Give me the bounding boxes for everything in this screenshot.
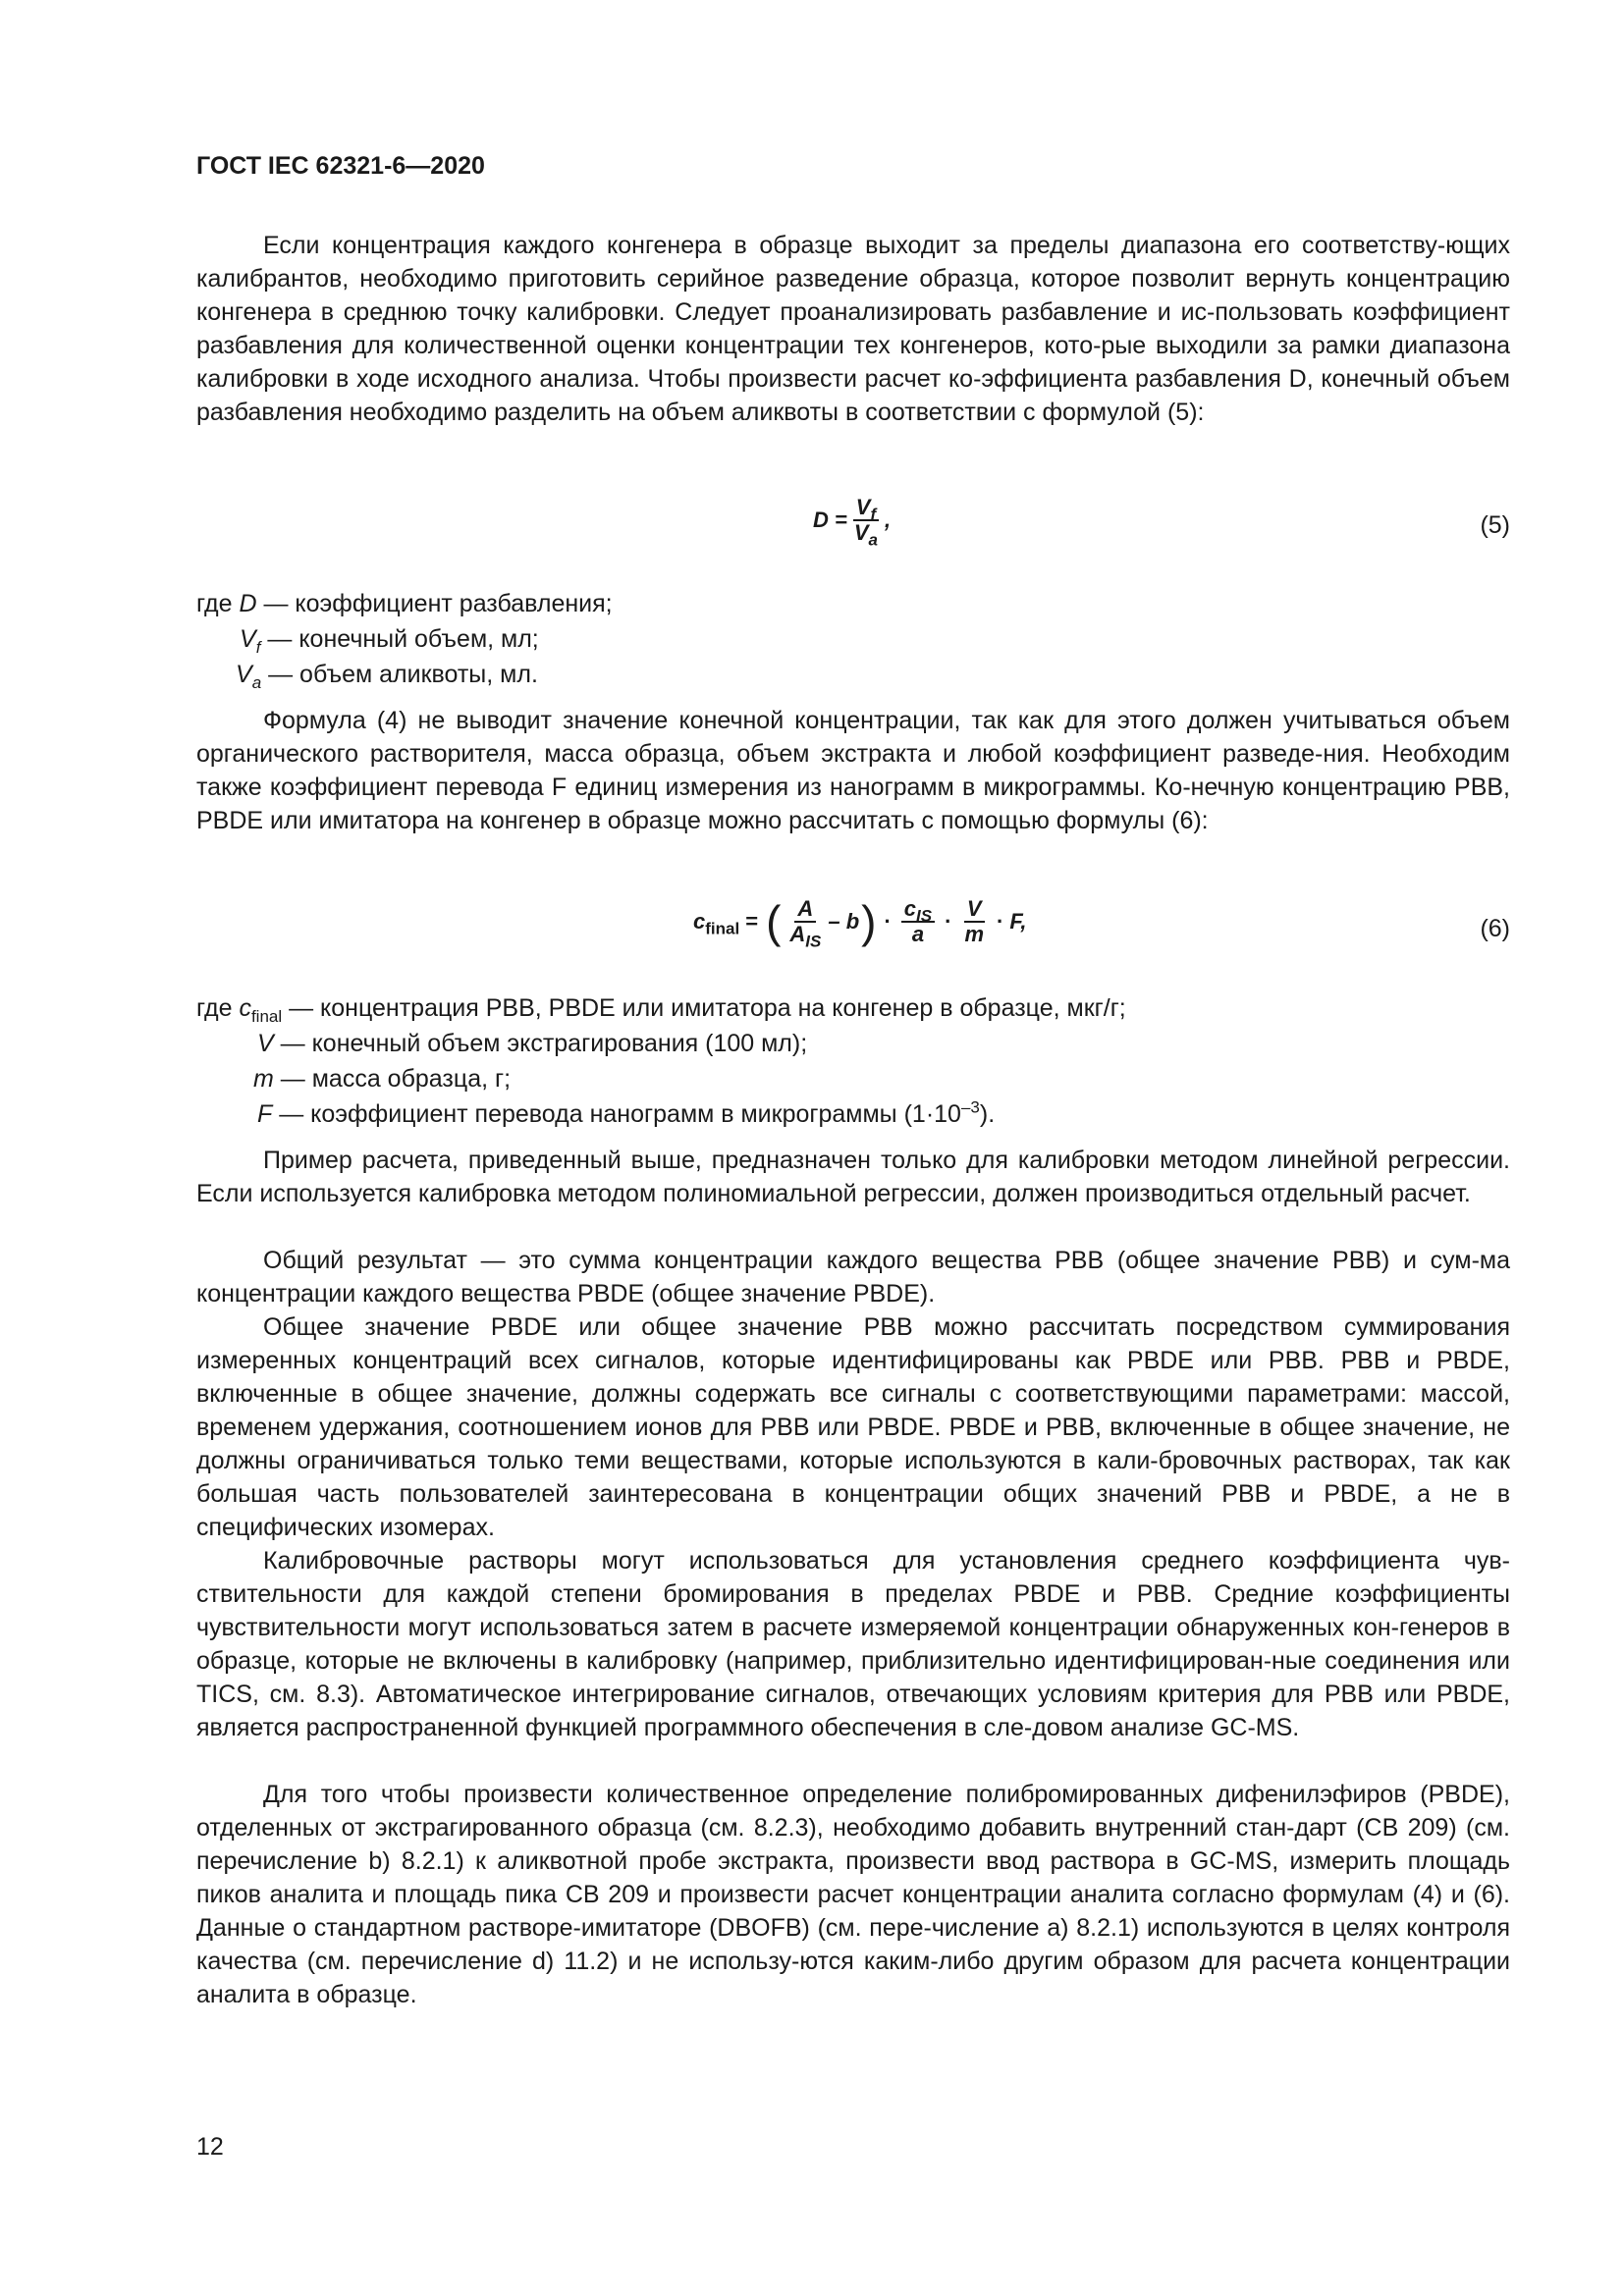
document-header: ГОСТ IEC 62321-6—2020 [196,152,485,180]
where-symbol-sub: final [250,1007,283,1026]
formula-6-dot: · [945,909,952,934]
paragraph-total-values: Общее значение PBDE или общее значение PBB можно рассчитать посредством суммирования измеренных концентраций всех сигналов, которые идентифицированы как PBDE или PBB. PBB и PBDE, включенные в общее значение, должны содержать все сигналы с соответствующими параметрами: массой, временем удержания, соотношением ионов для PBB или PBDE. PBDE и PBB, включенные в общее значение, не должны ограничиваться только теми веществами, которые используются в кали-бровочных растворах, так как большая часть пользователей заинтересована в концентрации общих значений PBB и PBDE, а не в специфических изомерах. [196,1313,1510,1541]
formula-6-right-paren: ) [861,896,877,947]
formula-6-left-paren: ( [766,896,782,947]
formula-6-tail: F, [1009,909,1027,934]
where-symbol-sub: f [255,638,261,657]
paragraph-final-concentration: Формула (4) не выводит значение конечной концентрации, так как для этого должен учитываться объем органического растворителя, масса образца, объем экстракта и любой коэффициент разведе-ния. Необходим также коэффициент перевода F единиц измерения из нанограмм в микрограммы. Ко-нечную концентрацию PBB, PBDE или имитатора на конгенер в образце можно рассчитать с помощью формулы (6): [196,707,1510,834]
where-text: — коэффициент перевода нанограмм в микрограммы (1·10 [279,1100,961,1128]
formula-6-minus-b: – b [828,909,860,934]
formula-5-num-sub: f [870,505,877,524]
where-5-item [236,658,538,691]
where-text: — конечный объем экстрагирования (100 мл); [280,1030,808,1057]
formula-5-num: V [855,495,871,519]
where-text-end: ). [979,1100,996,1128]
paragraph-dilution: Если концентрация каждого конгенера в образце выходит за пределы диапазона его соответству-ющих калибрантов, необходимо приготовить серийное разведение образца, которое позволит вернуть концентрацию конгенера в среднюю точку калибровки. Следует проанализировать разбавление и ис-пользовать коэффициент разбавления для количественной оценки концентрации тех конгенеров, кото-рые выходили за рамки диапазона калибровки в ходе исходного анализа. Чтобы произвести расчет ко-эффициента разбавления D, конечный объем разбавления необходимо разделить на объем аликвоты в соответствии с формулой (5): [196,232,1510,426]
where-5-item [240,622,539,656]
formula-6-dot: · [884,909,892,934]
where-6-item [257,1027,807,1060]
where-text: — масса образца, г; [280,1065,512,1093]
where-6-item [257,1097,995,1131]
where-symbol: V [236,661,252,688]
formula-6-dot: · [997,909,1004,934]
formula-5-tail: , [885,507,892,532]
where-text: — коэффициент разбавления; [263,590,613,617]
formula-5-lhs: D = [813,507,847,532]
formula-6-fraction-c: $\frac{c_{IS}}{a}$ [901,897,935,946]
where-lead: где [196,994,233,1022]
where-symbol: m [253,1065,274,1093]
formula-6-number: (6) [1480,915,1510,942]
where-symbol-sub: a [251,673,262,692]
formula-6-eq: = [745,909,759,934]
where-text: — объем аликвоты, мл. [268,661,538,688]
where-symbol: c [239,994,251,1022]
page-number: 12 [196,2133,224,2161]
formula-6 [693,896,1027,951]
where-symbol: V [240,625,256,653]
paragraph-total-result: Общий результат — это сумма концентрации каждого вещества PBB (общее значение PBB) и сум-ма концентрации каждого вещества PBDE (общее значение PBDE). [196,1247,1510,1308]
where-5-item [196,587,613,620]
paragraph-quantitative-determination: Для того чтобы произвести количественное определение полибромированных дифенилэфиров (PBDE), отделенных от экстрагированного образца (см. 8.2.3), необходимо добавить внутренний стан-дарт (CB 209) (см. перечисление b) 8.2.1) к аликвотной пробе экстракта, произвести ввод раствора в GC-MS, измерить площадь пиков аналита и площадь пика CB 209 и произвести расчет концентрации аналита согласно формулам (4) и (6). Данные о стандартном растворе-имитаторе (DBOFB) (см. пере-числение a) 8.2.1) используются в целях контроля качества (см. перечисление d) 11.2) и не использу-ются каким-либо другим образом для расчета концентрации аналита в образце. [196,1781,1510,2008]
formula-5-number: (5) [1480,511,1510,539]
formula-5 [813,495,892,550]
where-text: — конечный объем, мл; [267,625,539,653]
where-symbol: D [239,590,257,617]
where-superscript: –3 [960,1097,980,1117]
where-6-item [196,991,1126,1025]
formula-6-lhs: $c_{final}$ [693,909,740,938]
formula-6-fraction-a: $\frac{A}{A_{IS}}$ [789,896,822,951]
paragraph-linear-regression: Пример расчета, приведенный выше, предназначен только для калибровки методом линейной регрессии. Если используется калибровка методом полиномиальной регрессии, должен производиться отдельный расчет. [196,1147,1510,1207]
formula-5-den: V [853,520,869,545]
where-symbol: F [257,1100,273,1128]
formula-5-den-sub: a [868,530,879,550]
formula-5-fraction [851,495,881,550]
where-6-item [253,1062,511,1095]
where-lead: где [196,590,233,617]
where-text: — концентрация PBB, PBDE или имитатора на конгенер в образце, мкг/г; [289,994,1126,1022]
formula-6-fraction-v: $\frac{V}{m}$ [964,896,984,946]
where-symbol: V [257,1030,274,1057]
paragraph-calibration-solutions: Калибровочные растворы могут использоваться для установления среднего коэффициента чув-ствительности для каждой степени бромирования в пределах PBDE и PBB. Средние коэффициенты чувствительности могут использоваться затем в расчете измеряемой концентрации обнаруженных кон-генеров в образце, которые не включены в калибровку (например, приблизительно идентифицирован-ные соединения или TICS, см. 8.3). Автоматическое интегрирование сигналов, отвечающих условиям критерия для PBB или PBDE, является распространенной функцией программного обеспечения в сле-довом анализе GC-MS. [196,1547,1510,1741]
